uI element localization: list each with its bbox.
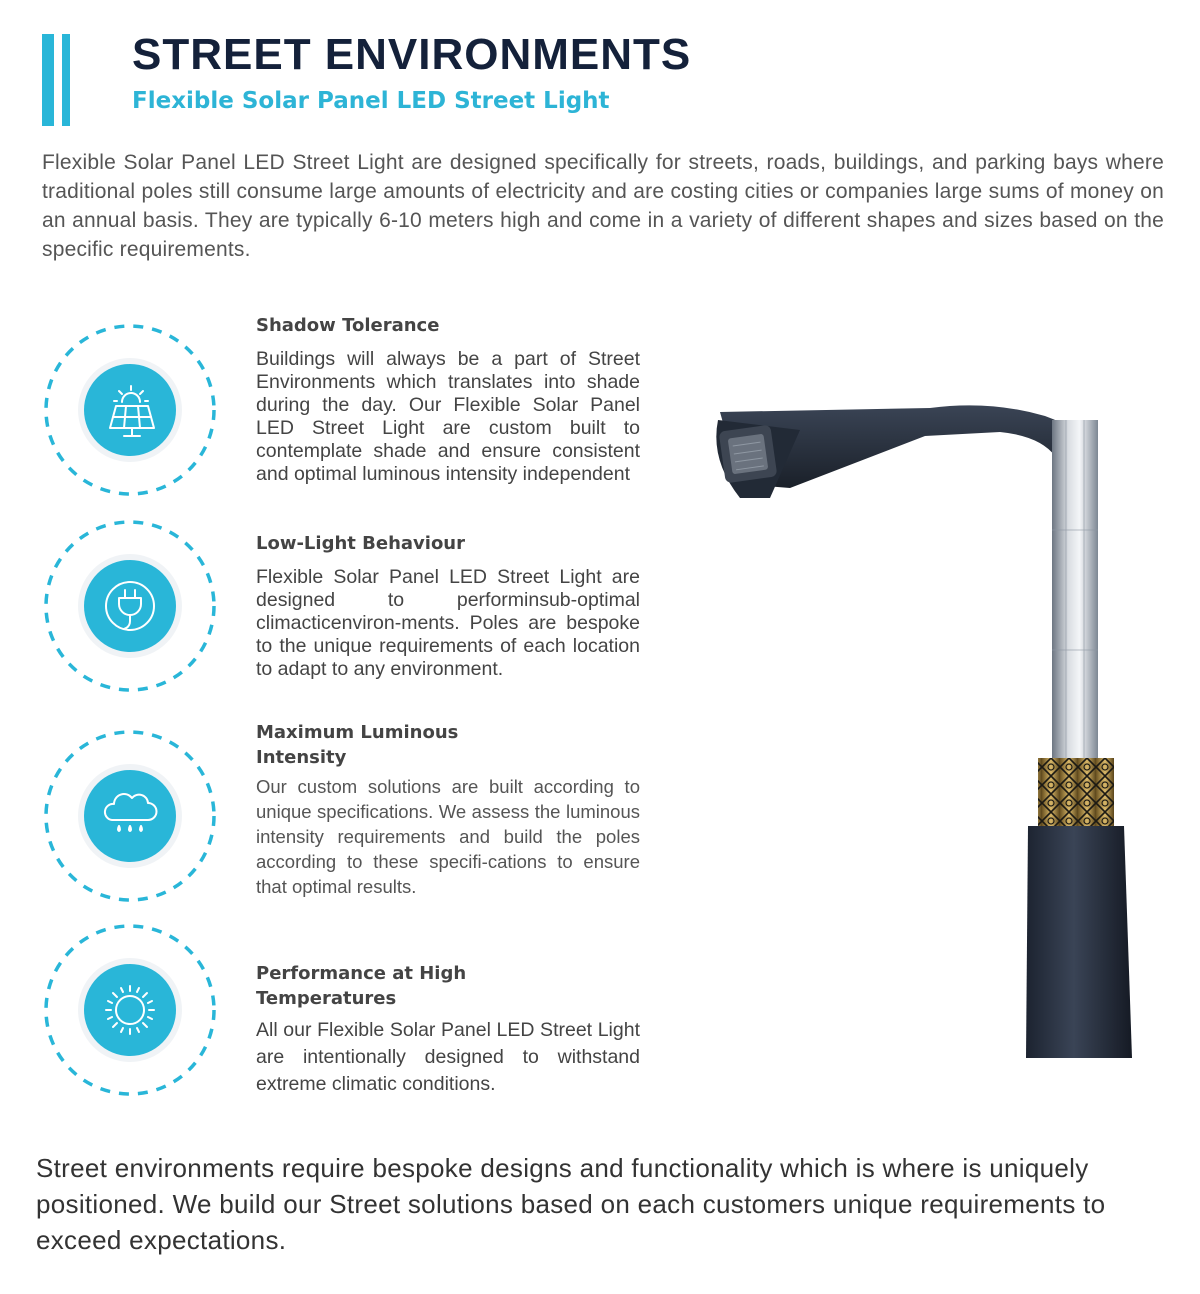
feature-title: Maximum Luminous Intensity [256,722,459,768]
accent-bar-left [42,34,54,126]
feature-shadow-tolerance [256,313,640,486]
feature-icon-ring-3 [42,728,218,904]
page-subtitle: Flexible Solar Panel LED Street Light [132,88,610,114]
closing-paragraph: Street environments require bespoke designs and functionality which is where is uniquely positioned. We build our Street solutions based on each customers unique requirements to exceed expectations. [36,1153,1106,1255]
feature-title: Low-Light Behaviour [256,533,465,554]
feature-text: All our Flexible Solar Panel LED Street Light are intentionally designed to withstand extreme climatic conditions. [256,1019,640,1095]
feature-icon-ring-1 [42,322,218,498]
street-lamp-image [700,380,1150,1070]
feature-icon-ring-2 [42,518,218,694]
intro-paragraph: Flexible Solar Panel LED Street Light are designed specifically for streets, roads, buildings, and parking bays where traditional poles still consume large amounts of electricity and are costing cities or companies large sums of money on an annual basis. They are typically 6-10 meters high and come in a variety of different shapes and sizes based on the specific requirements. [42,151,1164,261]
feature-icon-ring-4 [42,922,218,1098]
accent-bar-right [62,34,70,126]
page-title: STREET ENVIRONMENTS [132,30,692,79]
feature-title: Performance at High Temperatures [256,963,467,1009]
feature-maximum-luminous-intensity [256,720,640,899]
feature-performance-high-temperatures [256,961,640,1098]
feature-low-light-behaviour [256,531,640,681]
feature-title: Shadow Tolerance [256,315,440,336]
feature-text: Flexible Solar Panel LED Street Light are designed to performinsub-optimal climacticenviron-ments. Poles are bespoke to the unique requirements of each location to adapt to any environment. [256,566,640,680]
feature-text: Our custom solutions are built according to unique specifications. We assess the luminous intensity requirements and build the poles according to these specifi-cations to ensure that optimal results. [256,776,640,897]
feature-text: Buildings will always be a part of Street Environments which translates into shade during the day. Our Flexible Solar Panel LED Street Light are custom built to contemplate shade and ensure consistent and optimal luminous intensity independent [256,348,640,485]
